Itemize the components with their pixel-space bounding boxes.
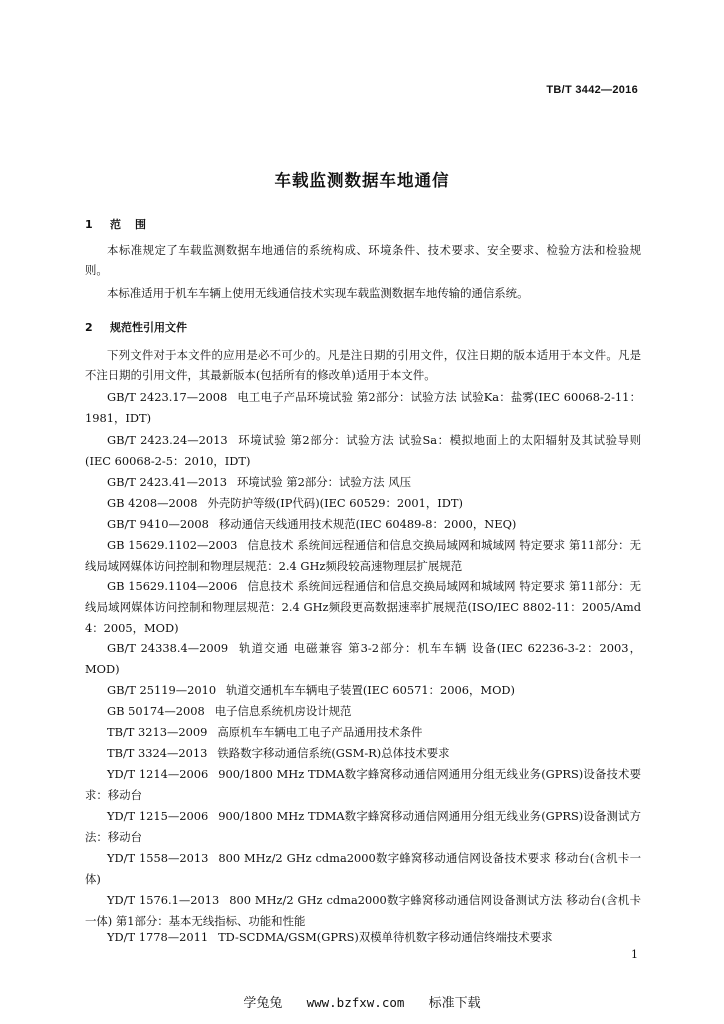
- reference-code: GB/T 24338.4—2009: [107, 641, 229, 655]
- paragraph: 本标准规定了车载监测数据车地通信的系统构成、环境条件、技术要求、安全要求、检验方法和检验规则。: [85, 243, 641, 278]
- section-number: 1: [85, 218, 93, 231]
- reference-code: GB 50174—2008: [107, 704, 205, 718]
- reference-code: YD/T 1214—2006: [107, 767, 209, 781]
- reference-title: 环境试验 第2部分：试验方法 风压: [237, 475, 411, 489]
- reference-item: [85, 764, 641, 806]
- section-1-heading: [85, 216, 160, 232]
- reference-title: 信息技术 系统间远程通信和信息交换局域网和城域网 特定要求 第11部分：无线局域网媒体访问控制和物理层规范：2.4 GHz频段较高速物理层扩展规范: [85, 538, 641, 574]
- paragraph: 下列文件对于本文件的应用是必不可少的。凡是注日期的引用文件，仅注日期的版本适用于本文件。凡是不注日期的引用文件，其最新版本(包括所有的修改单)适用于本文件。: [85, 348, 641, 383]
- reference-title: 高原机车车辆电工电子产品通用技术条件: [217, 725, 423, 739]
- paragraph: 本标准适用于机车车辆上使用无线通信技术实现车载监测数据车地传输的通信系统。: [107, 286, 529, 300]
- reference-title: 轨道交通机车车辆电子装置(IEC 60571：2006，MOD): [226, 683, 516, 697]
- reference-item: [85, 576, 641, 640]
- reference-title: 信息技术 系统间远程通信和信息交换局域网和城域网 特定要求 第11部分：无线局域网媒体访问控制和物理层规范：2.4 GHz频段更高数据速率扩展规范(ISO/IEC 8802-11：2005/Amd 4：2005，MOD): [85, 579, 641, 636]
- section-title: 范围: [110, 218, 160, 231]
- reference-code: GB/T 2423.17—2008: [107, 390, 228, 404]
- reference-item: [85, 493, 641, 514]
- reference-title: 轨道交通 电磁兼容 第3-2部分：机车车辆 设备(IEC 62236-3-2：2003，MOD): [85, 641, 641, 677]
- reference-item: [85, 743, 641, 764]
- reference-item: [85, 806, 641, 848]
- reference-item: [85, 927, 641, 948]
- reference-code: GB 15629.1102—2003: [107, 538, 238, 552]
- reference-title: 铁路数字移动通信系统(GSM-R)总体技术要求: [217, 746, 450, 760]
- reference-code: TB/T 3213—2009: [107, 725, 208, 739]
- reference-code: GB/T 9410—2008: [107, 517, 209, 531]
- section-title: 规范性引用文件: [110, 321, 187, 334]
- reference-item: [85, 848, 641, 890]
- reference-code: GB/T 2423.24—2013: [107, 433, 228, 447]
- reference-code: YD/T 1576.1—2013: [107, 893, 220, 907]
- reference-code: GB 4208—2008: [107, 496, 198, 510]
- reference-title: 电子信息系统机房设计规范: [214, 704, 352, 718]
- reference-item: [85, 430, 641, 472]
- reference-code: GB 15629.1104—2006: [107, 579, 238, 593]
- page-number: 1: [631, 948, 638, 961]
- reference-title: 900/1800 MHz TDMA数字蜂窝移动通信网通用分组无线业务(GPRS)设备测试方法：移动台: [85, 809, 642, 845]
- reference-item: [85, 638, 641, 680]
- document-title: 车载监测数据车地通信: [274, 171, 450, 190]
- reference-code: YD/T 1215—2006: [107, 809, 209, 823]
- footer-site-name: 学兔兔: [243, 996, 283, 1011]
- footer-slogan: 标准下载: [428, 996, 481, 1011]
- section-2-heading: [85, 319, 187, 335]
- reference-code: YD/T 1558—2013: [107, 851, 209, 865]
- reference-title: 800 MHz/2 GHz cdma2000数字蜂窝移动通信网设备技术要求 移动台(含机卡一体): [85, 851, 642, 887]
- reference-title: 外壳防护等级(IP代码)(IEC 60529：2001，IDT): [207, 496, 463, 510]
- footer-watermark: [0, 992, 724, 1011]
- reference-item: [85, 387, 641, 429]
- reference-title: 800 MHz/2 GHz cdma2000数字蜂窝移动通信网设备测试方法 移动台(含机卡一体) 第1部分：基本无线指标、功能和性能: [85, 893, 641, 929]
- reference-title: 移动通信天线通用技术规范(IEC 60489-8：2000，NEQ): [218, 517, 517, 531]
- reference-code: TB/T 3324—2013: [107, 746, 208, 760]
- reference-title: 电工电子产品环境试验 第2部分：试验方法 试验Ka：盐雾(IEC 60068-2-11：1981，IDT): [85, 390, 641, 426]
- reference-item: [85, 535, 641, 577]
- reference-item: [85, 514, 641, 535]
- section-number: 2: [85, 321, 93, 334]
- standard-code: TB/T 3442—2016: [546, 84, 638, 96]
- reference-title: 900/1800 MHz TDMA数字蜂窝移动通信网通用分组无线业务(GPRS)设备技术要求：移动台: [85, 767, 642, 803]
- reference-title: TD-SCDMA/GSM(GPRS)双模单待机数字移动通信终端技术要求: [218, 930, 553, 944]
- reference-title: 环境试验 第2部分：试验方法 试验Sa：模拟地面上的太阳辐射及其试验导则(IEC 60068-2-5：2010，IDT): [85, 433, 641, 469]
- reference-code: GB/T 2423.41—2013: [107, 475, 228, 489]
- reference-code: YD/T 1778—2011: [107, 930, 209, 944]
- reference-item: [85, 680, 641, 701]
- reference-code: GB/T 25119—2010: [107, 683, 217, 697]
- footer-url[interactable]: www.bzfxw.com: [306, 995, 405, 1010]
- reference-item: [85, 701, 641, 722]
- reference-item: [85, 472, 641, 493]
- reference-item: [85, 722, 641, 743]
